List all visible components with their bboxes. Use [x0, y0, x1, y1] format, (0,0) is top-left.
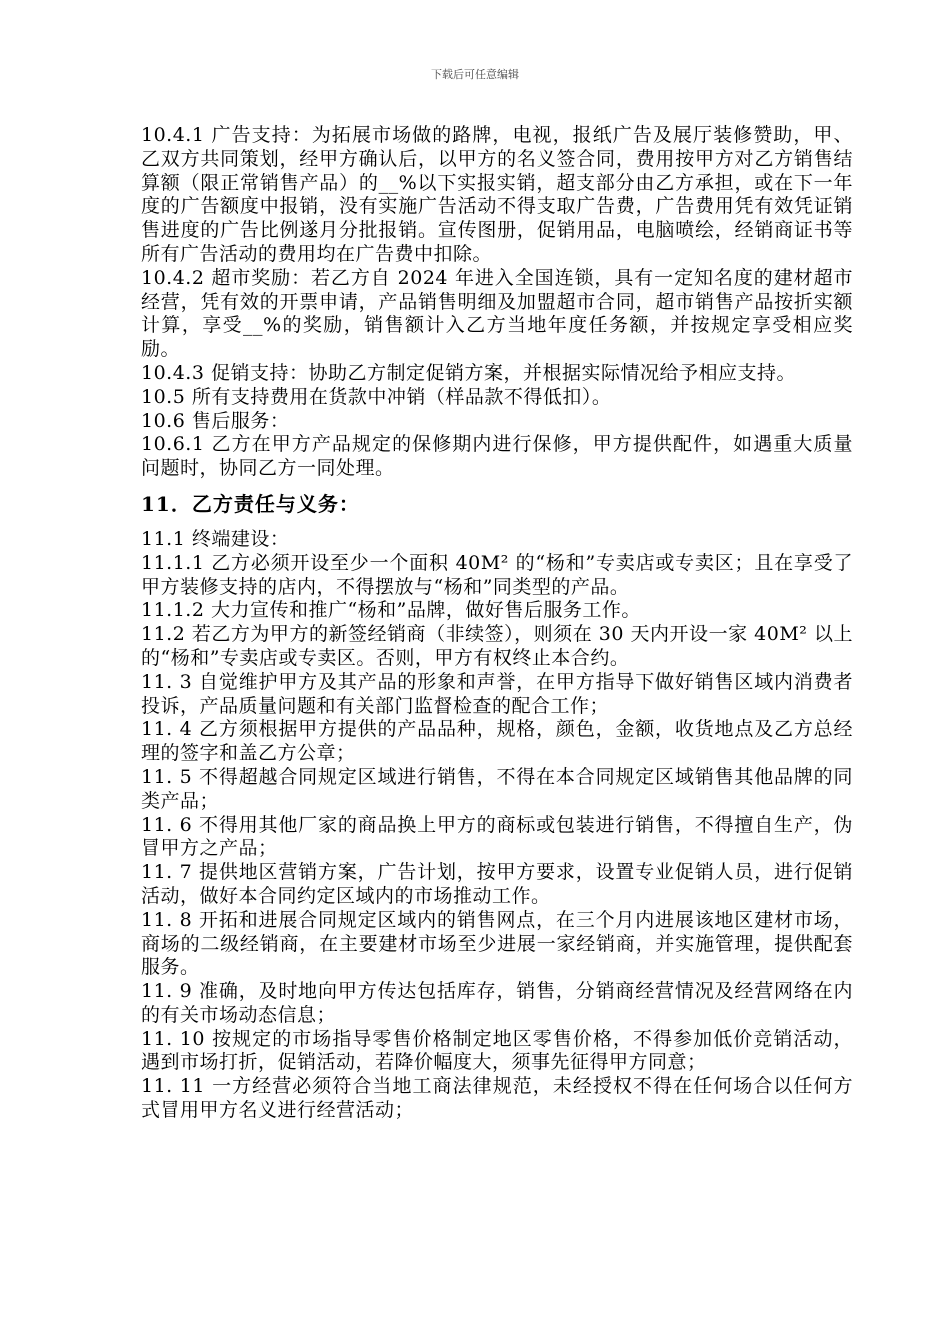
clause-11-4: 11. 4 乙方须根据甲方提供的产品品种，规格，颜色，金额，收货地点及乙方总经理的签字和盖乙方公章；: [141, 718, 853, 765]
clause-11-10: 11. 10 按规定的市场指导零售价格制定地区零售价格，不得参加低价竞销活动，遇到市场打折，促销活动，若降价幅度大，须事先征得甲方同意；: [141, 1027, 853, 1074]
header-note: 下载后可任意编辑: [431, 68, 519, 81]
clause-11-11: 11. 11 一方经营必须符合当地工商法律规范，未经授权不得在任何场合以任何方式冒用甲方名义进行经营活动；: [141, 1075, 853, 1122]
clause-11-1: 11.1 终端建设：: [141, 527, 290, 550]
clause-10-5: 10.5 所有支持费用在货款中冲销（样品款不得低扣）。: [141, 385, 612, 408]
clause-11-8: 11. 8 开拓和进展合同规定区域内的销售网点，在三个月内进展该地区建材市场，商场的二级经销商，在主要建材市场至少进展一家经销商，并实施管理，提供配套服务。: [141, 908, 853, 979]
document-body: [141, 124, 853, 1123]
clause-10-4-3: 10.4.3 促销支持：协助乙方制定促销方案，并根据实际情况给予相应支持。: [141, 361, 796, 384]
clause-11-9: 11. 9 准确，及时地向甲方传达包括库存，销售，分销商经营情况及经营网络在内的有关市场动态信息；: [141, 980, 853, 1026]
clause-10-4-2: 10.4.2 超市奖励：若乙方自 2024 年进入全国连锁，具有一定知名度的建材超市经营，凭有效的开票申请，产品销售明细及加盟超市合同，超市销售产品按折实额计算，享受__%的奖励，销售额计入乙方当地年度任务额，并按规定享受相应奖励。: [141, 266, 853, 361]
clause-11-1-2: 11.1.2 大力宣传和推广“杨和”品牌，做好售后服务工作。: [141, 599, 641, 622]
clause-11-6: 11. 6 不得用其他厂家的商品换上甲方的商标或包装进行销售，不得擅自生产，伪冒甲方之产品；: [141, 813, 853, 860]
section-heading-11: 11．乙方责任与义务：: [141, 491, 360, 516]
clause-11-1-1: 11.1.1 乙方必须开设至少一个面积 40M² 的“杨和”专卖店或专卖区；且在享受了甲方装修支持的店内，不得摆放与“杨和”同类型的产品。: [141, 551, 853, 598]
clause-11-5: 11. 5 不得超越合同规定区域进行销售，不得在本合同规定区域销售其他品牌的同类产品；: [141, 765, 853, 812]
clause-10-6: 10.6 售后服务：: [141, 409, 290, 432]
clause-11-3: 11. 3 自觉维护甲方及其产品的形象和声誉，在甲方指导下做好销售区域内消费者投诉，产品质量问题和有关部门监督检查的配合工作；: [141, 670, 853, 717]
clause-11-7: 11. 7 提供地区营销方案，广告计划，按甲方要求，设置专业促销人员，进行促销活动，做好本合同约定区域内的市场推动工作。: [141, 861, 853, 907]
clause-11-2: 11.2 若乙方为甲方的新签经销商（非续签），则须在 30 天内开设一家 40M² 以上的“杨和”专卖店或专卖区。否则，甲方有权终止本合约。: [141, 623, 853, 669]
clause-10-4-1: 10.4.1 广告支持：为拓展市场做的路牌，电视，报纸广告及展厅装修赞助，甲、乙双方共同策划，经甲方确认后，以甲方的名义签合同，费用按甲方对乙方销售结算额（限正常销售产品）的__%以下实报实销，超支部分由乙方承担，或在下一年度的广告额度中报销，没有实施广告活动不得支取广告费，广告费用凭有效凭证销售进度的广告比例遂月分批报销。宣传图册，促销用品，电脑喷绘，经销商证书等所有广告活动的费用均在广告费中扣除。: [141, 124, 853, 265]
clause-10-6-1: 10.6.1 乙方在甲方产品规定的保修期内进行保修，甲方提供配件，如遇重大质量问题时，协同乙方一同处理。: [141, 433, 853, 480]
